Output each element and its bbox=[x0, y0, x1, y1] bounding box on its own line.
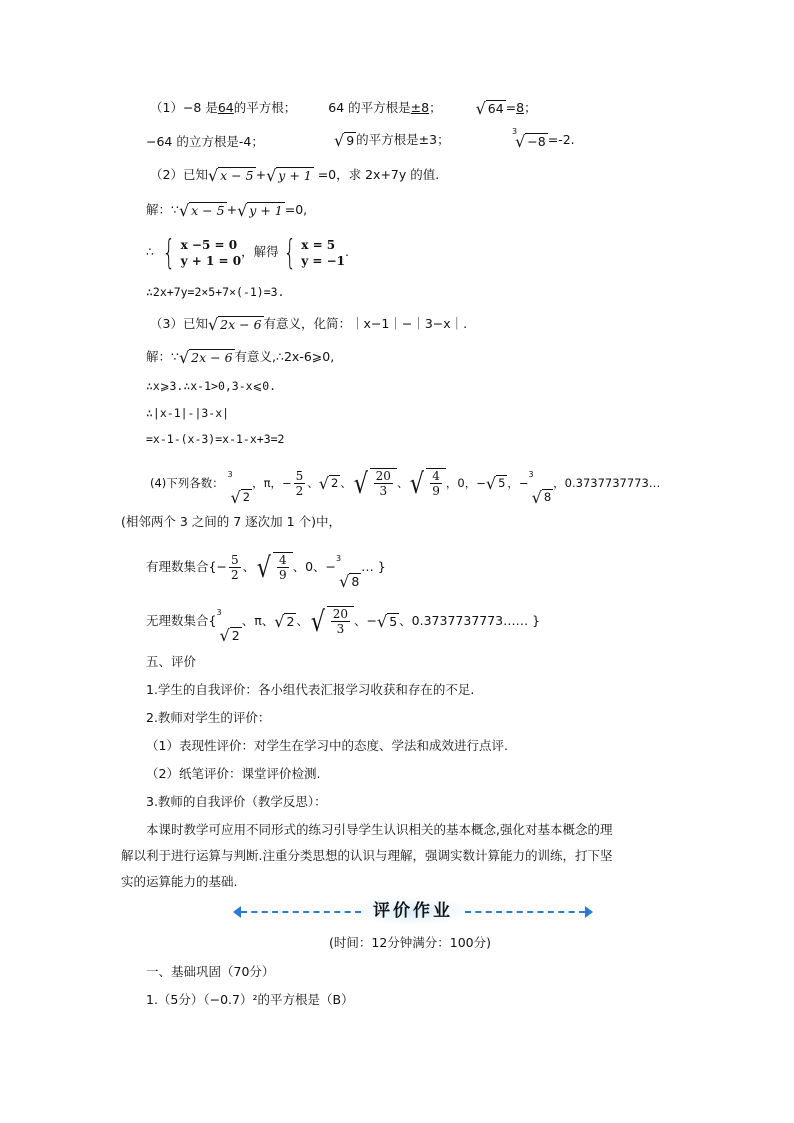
q3-solution-4 bbox=[146, 429, 284, 449]
q3-sol-s2: 有意义,∴2x-6⩾0, bbox=[234, 349, 335, 364]
q2-sqrt-y+1: √ y + 1 bbox=[266, 165, 312, 185]
q4-rat-sep: 、 bbox=[242, 559, 256, 574]
q2-text-t2: =0，求 2x+7y 的值. bbox=[317, 167, 440, 182]
q3-text-t2: 有意义，化简：｜x−1｜−｜3−x｜. bbox=[263, 316, 468, 331]
q1-line1 bbox=[150, 98, 537, 118]
q1-answer-c: 8 bbox=[516, 100, 525, 115]
q4-rat-1: 有理数集合{− bbox=[146, 559, 227, 574]
q2-system-2: { x = 5 y = −1 bbox=[282, 232, 346, 273]
q1-sqrt-9: √ 9 bbox=[334, 130, 355, 150]
homework-section: 一、基础巩固（70分） bbox=[146, 964, 275, 979]
eval-item-1: 1.学生的自我评价：各小组代表汇报学习收获和存在的不足. bbox=[146, 682, 475, 697]
q1-sqrt-64: √ 64 bbox=[475, 98, 504, 118]
q2-plus: + bbox=[255, 167, 267, 182]
q4-rat-sqrt-4-9: √ $\frac{4}{9}$ bbox=[255, 551, 292, 585]
q2-solution-3 bbox=[146, 282, 284, 302]
q3-solution-2 bbox=[146, 376, 276, 396]
q1-line2 bbox=[146, 132, 264, 152]
q4-sqrt-2: √ 2 bbox=[318, 473, 339, 493]
q3-solution-1 bbox=[146, 347, 334, 367]
q4-sqrt-20-3: √ $\frac{20}{3}$ bbox=[352, 467, 397, 501]
q1-text-c4: ； bbox=[524, 100, 537, 115]
q4-irr-sep: 、 bbox=[296, 613, 309, 628]
q2-sqrt-x-5: √ x − 5 bbox=[207, 165, 254, 185]
q3-text-t1: （3）已知 bbox=[150, 316, 208, 331]
q1-line2-b bbox=[334, 130, 450, 150]
q2-solution-2 bbox=[146, 232, 349, 272]
eval-item-3: （1）表现性评价：对学生在学习中的态度、学法和成效进行点评. bbox=[146, 738, 508, 753]
q3-sol-s1: 解：∵ bbox=[146, 349, 179, 364]
q4-irr-1: 无理数集合{ bbox=[146, 613, 217, 628]
banner-left-dash bbox=[241, 911, 361, 913]
q1-text-b3: ； bbox=[429, 100, 442, 115]
q1-answer-b: ±8 bbox=[410, 100, 430, 115]
q4-sep-2: 、 bbox=[340, 476, 352, 490]
q4-sqrt-5: √ 5 bbox=[485, 473, 506, 493]
banner-title: 评价作业 bbox=[361, 898, 465, 924]
q1-answer-a: 64 bbox=[217, 100, 234, 115]
q4-irr-sqrt-20-3: √ $\frac{20}{3}$ bbox=[309, 605, 354, 639]
q2-sol-sqrt-y+1: √ y + 1 bbox=[237, 200, 283, 220]
q4-sqrt-4-9: √ $\frac{4}{9}$ bbox=[408, 467, 445, 501]
q4-sep-3: 、 bbox=[396, 476, 409, 490]
q1-text-a3: 的平方根； bbox=[233, 100, 297, 115]
q4-rat-3: … } bbox=[361, 559, 386, 574]
q4-question bbox=[150, 460, 660, 507]
q2-solution-1 bbox=[146, 200, 307, 220]
q2-sol-s2: =0, bbox=[284, 202, 308, 217]
q1-line2-c bbox=[512, 126, 575, 151]
eval-paragraph-line2: 解以利于进行运算与判断.注重分类思想的认识与理解，强调实数计算能力的训练，打下坚 bbox=[121, 848, 613, 863]
q4-irr-sqrt-2: √ 2 bbox=[274, 611, 295, 631]
q1-text-f2: =-2. bbox=[547, 132, 575, 147]
q3-solution-3 bbox=[146, 403, 229, 423]
q4-irr-3: 、− bbox=[354, 613, 378, 628]
q3-question bbox=[150, 314, 467, 334]
eval-item-4: （2）纸笔评价：课堂评价检测. bbox=[146, 766, 321, 781]
q3-sol-s3: ∴x⩾3.∴x-1>0,3-x⩽0. bbox=[146, 379, 277, 393]
q2-sol-s5: ∴2x+7y=2×5+7×(-1)=3. bbox=[146, 285, 285, 299]
q2-sol-plus: + bbox=[226, 202, 238, 217]
q2-text-t1: （2）已知 bbox=[150, 167, 208, 182]
q3-sol-s5: =x-1-(x-3)=x-1-x+3=2 bbox=[146, 432, 285, 446]
q4-irrational-set bbox=[146, 598, 540, 645]
q2-system-1: { x −5 = 0 y + 1 = 0 bbox=[162, 232, 242, 273]
q4-cbrt-2: 3 √ 2 bbox=[227, 469, 251, 507]
q4-rat-2: 、0、− bbox=[292, 559, 337, 574]
q4-text-p2: ，0，− bbox=[445, 476, 486, 490]
q4-irr-4: 、0.3737737773…… } bbox=[399, 613, 541, 628]
eval-paragraph-line3: 实的运算能力的基础. bbox=[121, 874, 238, 889]
q2-sol-dot: . bbox=[345, 244, 350, 259]
q1-eq: = bbox=[505, 100, 517, 115]
q1-text-b1: 64 的平方根是 bbox=[328, 100, 411, 115]
q4-irr-sqrt-5: √ 5 bbox=[377, 611, 398, 631]
q2-question bbox=[150, 165, 439, 185]
q4-text-t2: (相邻两个 3 之间的 7 逐次加 1 个)中， bbox=[121, 514, 341, 529]
q2-sol-therefore: ∴ bbox=[146, 244, 154, 259]
q4-text-p1: ，π，− bbox=[252, 476, 292, 490]
q2-sol-s1: 解：∵ bbox=[146, 202, 179, 217]
q1-cbrt-neg8: 3 √ −8 bbox=[512, 126, 546, 151]
homework-banner bbox=[233, 899, 593, 925]
q4-sep-1: 、 bbox=[307, 476, 319, 490]
q4-frac-5-2: $\frac{5}{2}$ bbox=[295, 469, 304, 498]
q4-rat-frac-5-2: $\frac{5}{2}$ bbox=[230, 553, 239, 582]
eval-paragraph-line1: 本课时教学可应用不同形式的练习引导学生认识相关的基本概念,强化对基本概念的理 bbox=[146, 822, 613, 837]
banner-right-dash bbox=[465, 911, 585, 913]
q2-sol-s4: ，解得 bbox=[241, 244, 279, 259]
q4-irr-2: 、π、 bbox=[241, 613, 275, 628]
q3-sol-sqrt-2x-6: √ 2x − 6 bbox=[178, 347, 233, 367]
banner-right-arrow-icon bbox=[585, 906, 593, 918]
eval-item-5: 3.教师的自我评价（教学反思）： bbox=[146, 794, 327, 809]
q4-rat-cbrt-8: 3 √ 8 bbox=[336, 553, 360, 591]
q4-cbrt-8: 3 √ 8 bbox=[528, 469, 552, 507]
q4-rational-set bbox=[146, 544, 386, 591]
q3-sqrt-2x-6: √ 2x − 6 bbox=[207, 314, 262, 334]
q3-sol-s4: ∴|x-1|-|3-x| bbox=[146, 406, 230, 420]
q1-text-e2: 的平方根是±3； bbox=[356, 132, 450, 147]
q4-text-p4: ，0.3737737773… bbox=[553, 476, 661, 490]
homework-time: (时间：12分钟满分：100分) bbox=[328, 935, 492, 950]
homework-question-1: 1.（5分）（−0.7）²的平方根是（B） bbox=[146, 992, 354, 1007]
eval-item-2: 2.教师对学生的评价： bbox=[146, 710, 271, 725]
q1-text-d1: −64 的立方根是-4； bbox=[146, 134, 264, 149]
q4-note bbox=[121, 512, 341, 532]
banner-left-arrow-icon bbox=[233, 906, 241, 918]
q4-irr-cbrt-2: 3 √ 2 bbox=[216, 607, 240, 645]
q1-text-a1: （1）−8 是 bbox=[150, 100, 218, 115]
q2-sol-sqrt-x-5: √ x − 5 bbox=[178, 200, 225, 220]
q4-text-t1: (4)下列各数： bbox=[150, 476, 224, 490]
eval-heading: 五、评价 bbox=[146, 654, 197, 669]
q4-text-p3: ，− bbox=[507, 476, 529, 490]
